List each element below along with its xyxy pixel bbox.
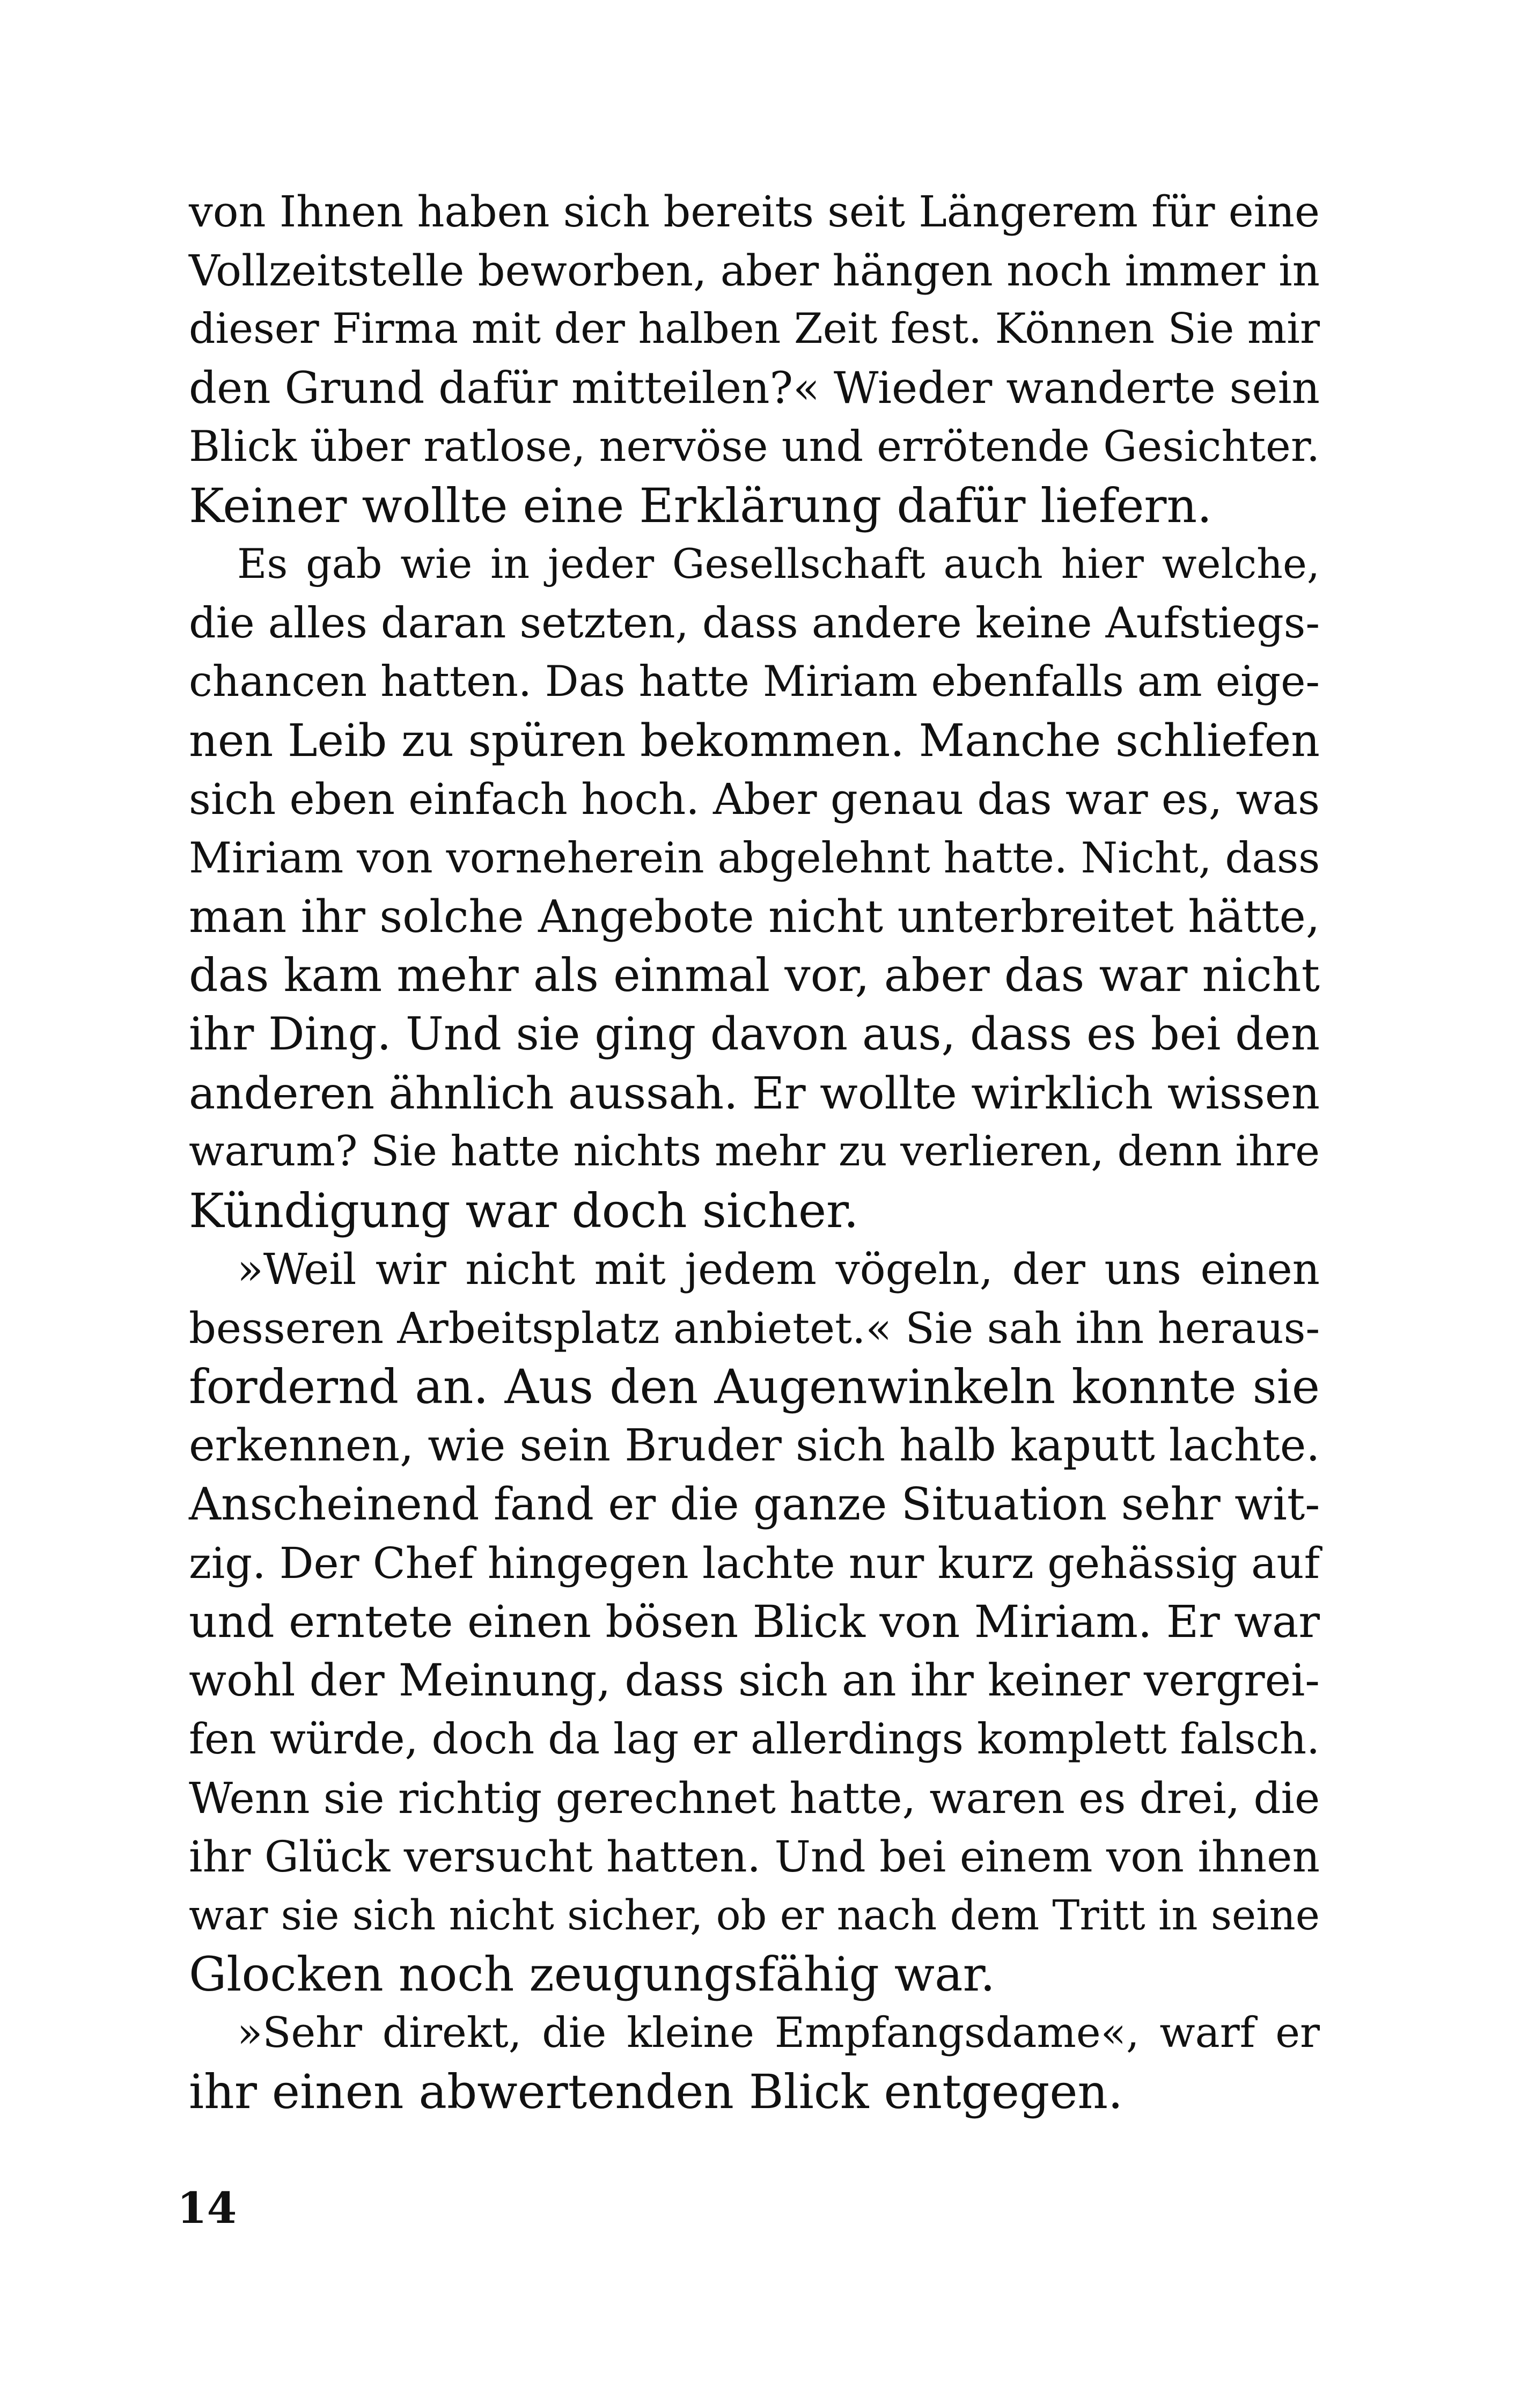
text-line: Anscheinend fand er die ganze Situation sehr wit- xyxy=(189,1478,1320,1530)
page-number: 14 xyxy=(177,2183,237,2233)
text-line: Es gab wie in jeder Gesellschaft auch hier welche, xyxy=(237,540,1320,588)
body-text xyxy=(189,182,1320,2121)
paragraph xyxy=(189,182,1320,535)
text-line: Keiner wollte eine Erklärung dafür liefern. xyxy=(189,478,1213,533)
text-line: nen Leib zu spüren bekommen. Manche schliefen xyxy=(189,714,1320,767)
text-line: und erntete einen bösen Blick von Miriam. Er war xyxy=(189,1596,1320,1648)
text-line: Glocken noch zeugungsfähig war. xyxy=(189,1947,995,2002)
text-line: das kam mehr als einmal vor, aber das war nicht xyxy=(189,949,1320,1002)
text-line: Blick über ratlose, nervöse und errötende Gesichter. xyxy=(189,422,1320,471)
paragraph xyxy=(189,535,1320,1240)
text-line: chancen hatten. Das hatte Miriam ebenfalls am eige- xyxy=(189,657,1320,706)
text-line: von Ihnen haben sich bereits seit Längerem für eine xyxy=(189,187,1320,237)
text-line: ihr einen abwertenden Blick entgegen. xyxy=(189,2064,1123,2119)
text-line: anderen ähnlich aussah. Er wollte wirklich wissen xyxy=(189,1067,1320,1119)
text-line: Wenn sie richtig gerechnet hatte, waren es drei, die xyxy=(189,1773,1320,1823)
text-line: fen würde, doch da lag er allerdings komplett falsch. xyxy=(189,1715,1320,1764)
text-line: die alles daran setzten, dass andere keine Aufstiegs- xyxy=(189,598,1320,648)
text-line: ihr Glück versucht hatten. Und bei einem von ihnen xyxy=(189,1832,1320,1882)
text-line: »Weil wir nicht mit jedem vögeln, der uns einen xyxy=(237,1244,1320,1294)
text-line: den Grund dafür mitteilen?« Wieder wanderte sein xyxy=(189,362,1320,414)
text-line: ihr Ding. Und sie ging davon aus, dass es bei den xyxy=(189,1008,1320,1060)
text-line: Vollzeitstelle beworben, aber hängen noch immer in xyxy=(189,245,1320,296)
text-line: besseren Arbeitsplatz anbietet.« Sie sah ihn heraus- xyxy=(189,1303,1320,1353)
paragraph xyxy=(189,2004,1320,2121)
text-line: wohl der Meinung, dass sich an ihr keiner vergrei- xyxy=(189,1655,1320,1706)
text-line: Kündigung war doch sicher. xyxy=(189,1183,859,1238)
text-line: zig. Der Chef hingegen lachte nur kurz gehässig auf xyxy=(189,1538,1320,1588)
text-line: war sie sich nicht sicher, ob er nach dem Tritt in seine xyxy=(189,1891,1320,1940)
text-line: erkennen, wie sein Bruder sich halb kaputt lachte. xyxy=(189,1420,1320,1471)
text-line: fordernd an. Aus den Augenwinkeln konnte sie xyxy=(189,1359,1320,1414)
paragraph xyxy=(189,1240,1320,2004)
text-line: dieser Firma mit der halben Zeit fest. Können Sie mir xyxy=(189,305,1320,353)
text-line: Miriam von vorneherein abgelehnt hatte. Nicht, dass xyxy=(189,833,1320,883)
text-line: man ihr solche Angebote nicht unterbreitet hätte, xyxy=(189,891,1320,943)
text-line: sich eben einfach hoch. Aber genau das war es, was xyxy=(189,774,1320,824)
text-line: warum? Sie hatte nichts mehr zu verlieren, denn ihre xyxy=(189,1127,1320,1176)
text-line: »Sehr direkt, die kleine Empfangsdame«, warf er xyxy=(237,2008,1320,2057)
